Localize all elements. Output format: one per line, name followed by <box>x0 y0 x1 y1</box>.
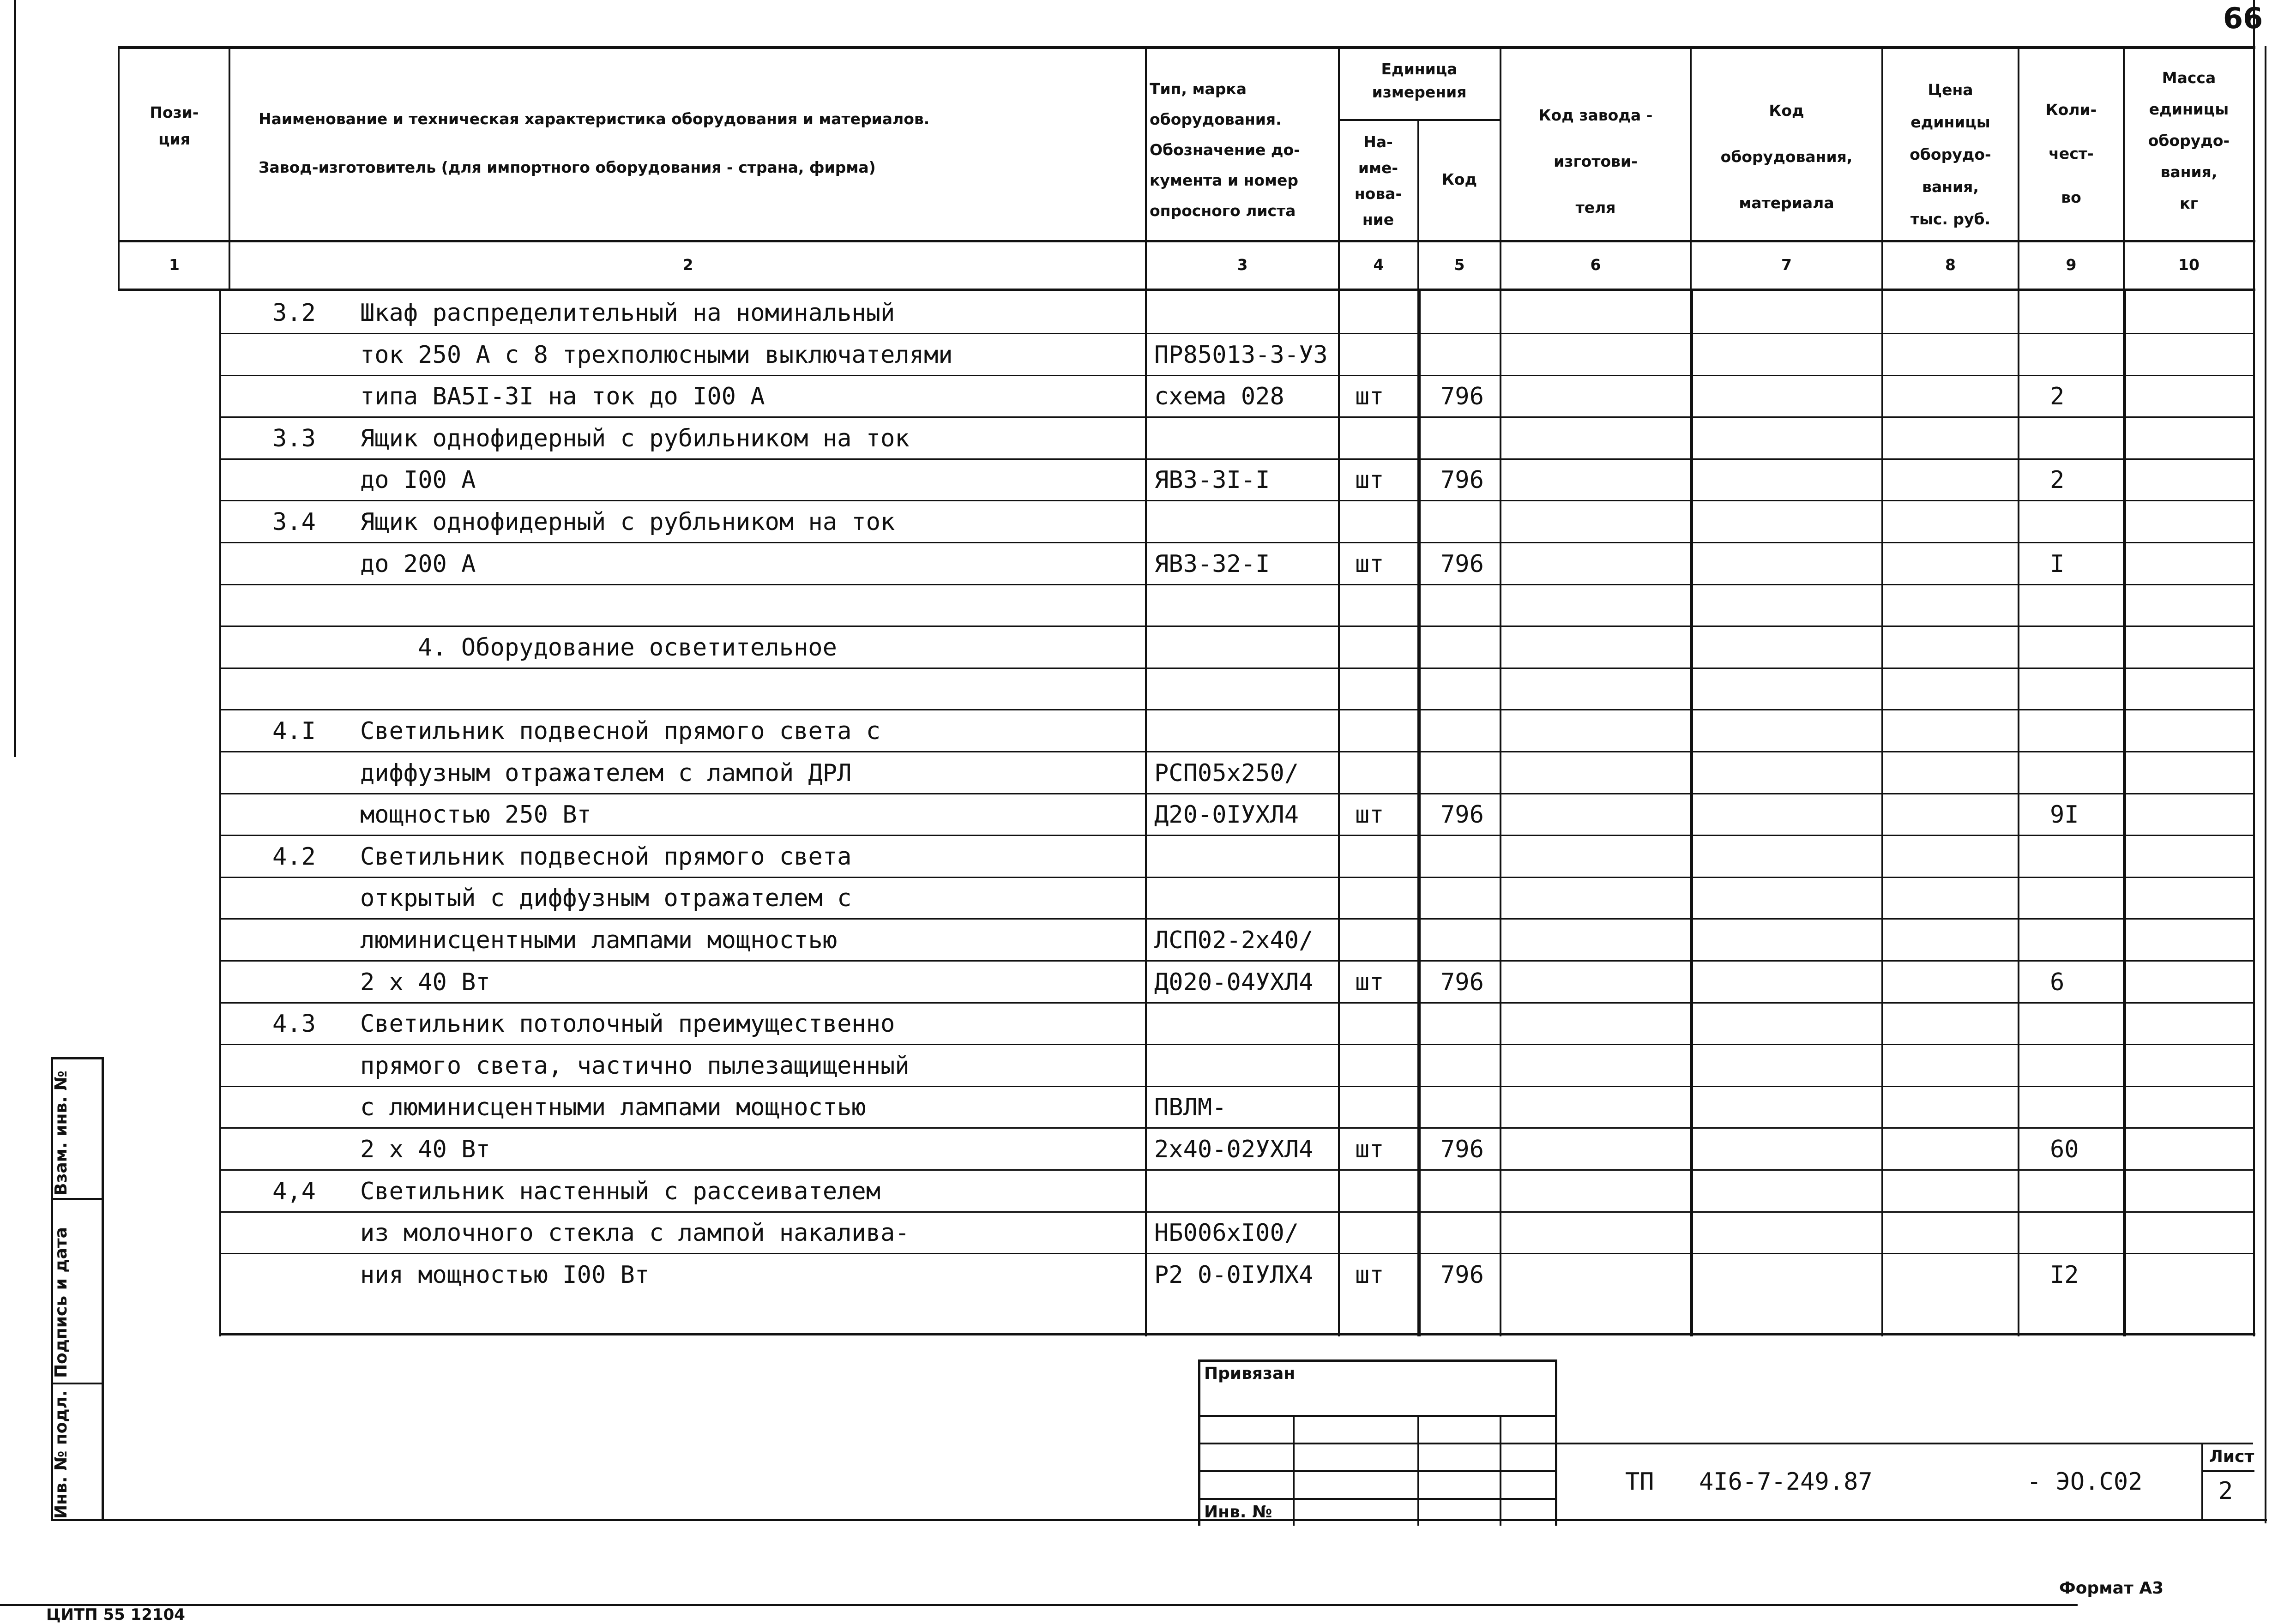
row-name: Шкаф распределительный на номинальный <box>360 299 895 327</box>
row-code: 796 <box>1440 1261 1484 1289</box>
header-unit-group: Единица измерения <box>1372 60 1467 101</box>
sheet-value: 2 <box>2218 1477 2233 1505</box>
corner-sheet-number: 66 <box>2223 1 2263 35</box>
footer-format: Формат А3 <box>2059 1579 2164 1598</box>
side-inv-podl: Инв. № подл. <box>52 1390 71 1519</box>
table-row <box>0 291 2290 333</box>
table-row <box>0 1127 2290 1169</box>
row-unit: шт <box>1355 1136 1384 1163</box>
attached-label: Привязан <box>1204 1364 1296 1383</box>
header-col10: Масса единицы оборудо- вания, кг <box>2148 69 2230 212</box>
row-type: НБ006хI00/ <box>1154 1219 1299 1247</box>
colnum-1: 1 <box>169 256 180 274</box>
header-col2: Наименование и техническая характеристика оборудования и материалов. Завод-изготовитель (для импортного оборудования - страна, фирма) <box>259 110 930 176</box>
row-name: Светильник настенный с рассеивателем <box>360 1178 881 1205</box>
table-row <box>0 835 2290 877</box>
row-quantity: 2 <box>2050 466 2065 494</box>
colnum-3: 3 <box>1237 256 1248 274</box>
colnum-2: 2 <box>682 256 693 274</box>
row-position: 3.3 <box>272 425 316 452</box>
row-code: 796 <box>1440 801 1484 829</box>
side-vzam: Взам. инв. № <box>52 1071 71 1196</box>
row-name: 2 х 40 Вт <box>360 968 490 996</box>
header-col7: Код оборудования, материала <box>1720 102 1853 212</box>
colnum-8: 8 <box>1945 256 1956 274</box>
table-row <box>0 1253 2290 1295</box>
row-code: 796 <box>1440 383 1484 410</box>
table-row <box>0 333 2290 375</box>
row-name: ния мощностью I00 Вт <box>360 1261 650 1289</box>
table-row <box>0 542 2290 584</box>
row-code: 796 <box>1440 466 1484 494</box>
row-unit: шт <box>1355 550 1384 578</box>
row-name: до I00 А <box>360 466 476 494</box>
row-type: ПР8501З-3-УЗ <box>1154 341 1328 369</box>
row-type: РСП05х250/ <box>1154 759 1299 787</box>
row-name: до 200 А <box>360 550 476 578</box>
row-quantity: 60 <box>2050 1136 2079 1163</box>
doc-number: 4I6-7-249.87 <box>1699 1468 1873 1496</box>
doc-prefix: ТП <box>1625 1468 1654 1496</box>
row-name: диффузным отражателем с лампой ДРЛ <box>360 759 852 787</box>
row-type: ЯВЗ-3I-I <box>1154 466 1270 494</box>
table-row <box>0 1211 2290 1253</box>
row-name: ток 250 А с 8 трехполюсными выключателями <box>360 341 953 369</box>
row-code: 796 <box>1440 1136 1484 1163</box>
colnum-6: 6 <box>1590 256 1601 274</box>
row-position: 3.4 <box>272 508 316 536</box>
header-col5: Код <box>1441 170 1477 188</box>
table-row <box>0 793 2290 835</box>
colnum-4: 4 <box>1373 256 1384 274</box>
row-type: Д020-04УХЛ4 <box>1154 968 1314 996</box>
row-position: 3.2 <box>272 299 316 327</box>
row-quantity: 9I <box>2050 801 2079 829</box>
row-position: 4.2 <box>272 843 316 871</box>
row-name: Светильник подвесной прямого света с <box>360 717 881 745</box>
table-row <box>0 667 2290 709</box>
row-position: 4.3 <box>272 1010 316 1038</box>
row-type: 2х40-02УХЛ4 <box>1154 1136 1314 1163</box>
table-row <box>0 751 2290 793</box>
row-type: Р2 0-0IУЛХ4 <box>1154 1261 1314 1289</box>
table-row <box>0 1002 2290 1044</box>
row-name: Светильник потолочный преимущественно <box>360 1010 895 1038</box>
footer-org: ЦИТП 55 12104 <box>46 1606 185 1624</box>
row-name: 2 х 40 Вт <box>360 1136 490 1163</box>
table-row <box>0 458 2290 500</box>
table-row <box>0 876 2290 918</box>
row-unit: шт <box>1355 801 1384 829</box>
row-name: с люминисцентными лампами мощностью <box>360 1094 866 1121</box>
side-podpis: Подпись и дата <box>52 1227 71 1378</box>
inv-number-label: Инв. № <box>1204 1503 1272 1522</box>
row-unit: шт <box>1355 383 1384 410</box>
row-name: типа ВА5I-3I на ток до I00 А <box>360 383 765 410</box>
row-name: из молочного стекла с лампой накалива- <box>360 1219 910 1247</box>
colnum-7: 7 <box>1781 256 1792 274</box>
doc-suffix: - ЭО.С02 <box>2027 1468 2143 1496</box>
table-row <box>0 626 2290 668</box>
table-row <box>0 918 2290 960</box>
table-row <box>0 374 2290 416</box>
row-unit: шт <box>1355 968 1384 996</box>
header-col1: Пози- ция <box>150 103 199 148</box>
table-row <box>0 416 2290 458</box>
row-name: Светильник подвесной прямого света <box>360 843 852 871</box>
row-unit: шт <box>1355 1261 1384 1289</box>
colnum-5: 5 <box>1454 256 1465 274</box>
row-name: мощностью 250 Вт <box>360 801 591 829</box>
row-code: 796 <box>1440 968 1484 996</box>
row-name: Ящик однофидерный с рубильником на ток <box>360 425 910 452</box>
row-unit: шт <box>1355 466 1384 494</box>
table-row <box>0 1169 2290 1211</box>
header-col4: На- име- нова- ние <box>1354 133 1402 229</box>
row-name: прямого света, частично пылезащищенный <box>360 1052 910 1080</box>
row-position: 4,4 <box>272 1178 316 1205</box>
row-type: Д20-0IУХЛ4 <box>1154 801 1299 829</box>
header-col3: Тип, марка оборудования. Обозначение до- кумента и номер опросного листа <box>1150 80 1300 220</box>
table-row <box>0 709 2290 751</box>
table-row <box>0 1044 2290 1086</box>
table-row <box>0 500 2290 542</box>
row-quantity: 2 <box>2050 383 2065 410</box>
row-type: ПВЛМ- <box>1154 1094 1227 1121</box>
row-quantity: I <box>2050 550 2065 578</box>
header-col6: Код завода - изготови- теля <box>1538 106 1653 217</box>
header-col9: Коли- чест- во <box>2045 101 2097 206</box>
row-code: 796 <box>1440 550 1484 578</box>
row-name: открытый с диффузным отражателем с <box>360 884 852 912</box>
colnum-10: 10 <box>2178 256 2200 274</box>
sheet-label: Лист <box>2209 1447 2254 1466</box>
table-row <box>0 583 2290 626</box>
header-col8: Цена единицы оборудо- вания, тыс. руб. <box>1910 81 1991 228</box>
colnum-9: 9 <box>2066 256 2077 274</box>
table-row <box>0 960 2290 1002</box>
row-type: ЛСП02-2х40/ <box>1154 926 1314 954</box>
row-type: схема 028 <box>1154 383 1284 410</box>
row-quantity: 6 <box>2050 968 2065 996</box>
row-quantity: I2 <box>2050 1261 2079 1289</box>
row-name: люминисцентными лампами мощностью <box>360 926 838 954</box>
row-name: Ящик однофидерный с рубльником на ток <box>360 508 895 536</box>
row-type: ЯВЗ-32-I <box>1154 550 1270 578</box>
table-row <box>0 1085 2290 1127</box>
row-position: 4.I <box>272 717 316 745</box>
row-name: 4. Оборудование осветительное <box>418 634 837 662</box>
